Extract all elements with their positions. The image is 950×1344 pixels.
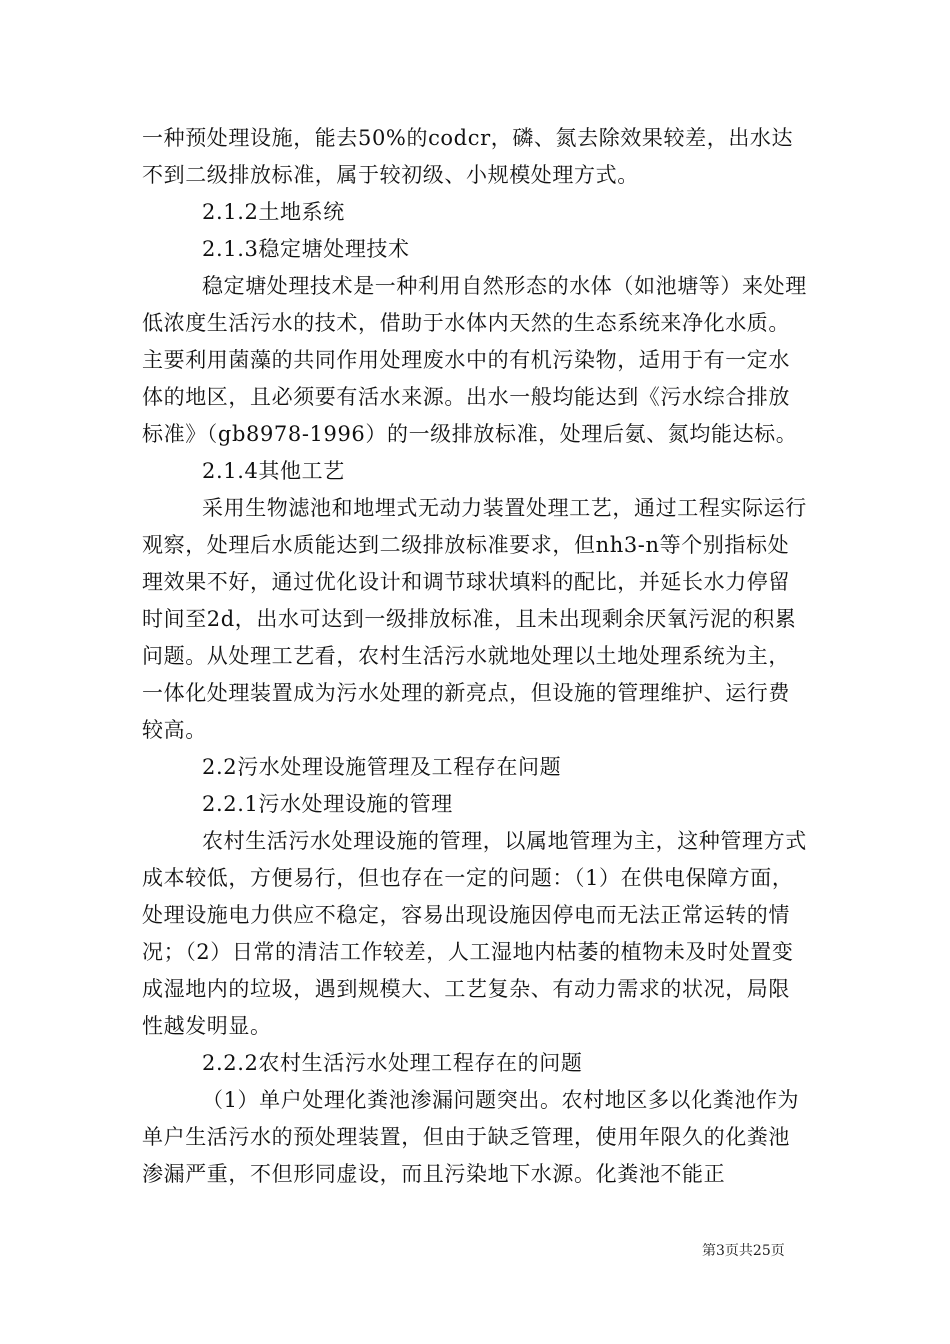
paragraph-septic-tank: （1）单户处理化粪池渗漏问题突出。农村地区多以化粪池作为单户生活污水的预处理装置，但由于缺乏管理，使用年限久的化粪池渗漏严重，不但形同虚设，而且污染地下水源。化粪池不能正 xyxy=(142,1088,800,1186)
body-text xyxy=(142,120,810,1193)
paragraph-other-process: 采用生物滤池和地埋式无动力装置处理工艺，通过工程实际运行观察，处理后水质能达到二级排放标准要求，但nh3-n等个别指标处理效果不好，通过优化设计和调节球状填料的配比，并延长水力停留时间至2d，出水可达到一级排放标准，且未出现剩余厌氧污泥的积累问题。从处理工艺看，农村生活污水就地处理以土地处理系统为主，一体化处理装置成为污水处理的新亮点，但设施的管理维护、运行费较高。 xyxy=(142,496,807,742)
heading-2-1-2: 2.1.2土地系统 xyxy=(202,200,345,224)
heading-2-2-1: 2.2.1污水处理设施的管理 xyxy=(202,792,453,816)
heading-2-1-4: 2.1.4其他工艺 xyxy=(202,459,345,483)
heading-2-2: 2.2污水处理设施管理及工程存在问题 xyxy=(202,755,562,779)
paragraph-continuation: 一种预处理设施，能去50%的codcr，磷、氮去除效果较差，出水达不到二级排放标准，属于较初级、小规模处理方式。 xyxy=(142,126,794,187)
paragraph-stabilization-pond: 稳定塘处理技术是一种利用自然形态的水体（如池塘等）来处理低浓度生活污水的技术，借助于水体内天然的生态系统来净化水质。主要利用菌藻的共同作用处理废水中的有机污染物，适用于有一定水体的地区，且必须要有活水来源。出水一般均能达到《污水综合排放标准》（gb8978-1996）的一级排放标准，处理后氨、氮均能达标。 xyxy=(142,274,807,446)
heading-2-2-2: 2.2.2农村生活污水处理工程存在的问题 xyxy=(202,1051,583,1075)
page-number: 第3页共25页 xyxy=(702,1243,785,1259)
paragraph-facility-management: 农村生活污水处理设施的管理，以属地管理为主，这种管理方式成本较低，方便易行，但也存在一定的问题：（1）在供电保障方面，处理设施电力供应不稳定，容易出现设施因停电而无法正常运转的情况；（2）日常的清洁工作较差，人工湿地内枯萎的植物未及时处置变成湿地内的垃圾，遇到规模大、工艺复杂、有动力需求的状况，局限性越发明显。 xyxy=(142,829,807,1038)
heading-2-1-3: 2.1.3稳定塘处理技术 xyxy=(202,237,410,261)
